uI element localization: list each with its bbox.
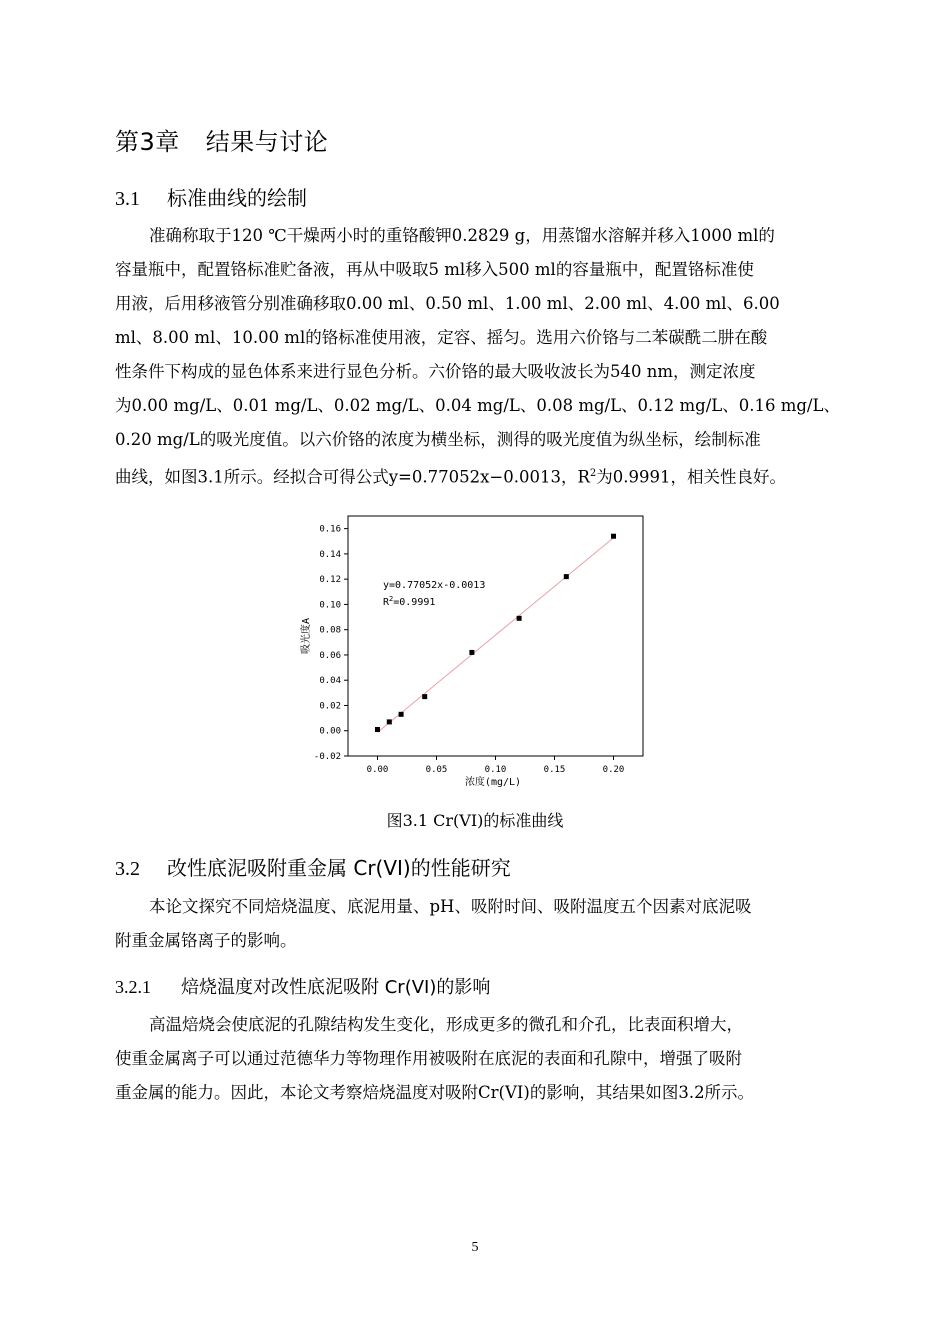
x-tick-label: 0.10 [484,765,507,775]
paragraph-roasting [115,1008,860,1110]
r2-label: $R^2=0.9991$ [383,595,436,608]
section-heading-3-2-1 [115,973,490,999]
paragraph-line: 本论文探究不同焙烧温度、底泥用量、pH、吸附时间、吸附温度五个因素对底泥吸 [149,897,752,916]
section-heading-3-2 [115,852,511,881]
paragraph-line: 性条件下构成的显色体系来进行显色分析。六价铬的最大吸收波长为540 nm，测定浓度 [115,362,756,381]
data-point [469,650,474,655]
equation-label: y=0.77052x-0.0013 [383,580,486,591]
section-number: 3.2.1 [115,977,151,997]
y-axis-label: 吸光度A [301,617,312,655]
section-title: 改性底泥吸附重金属 Cr(VI)的性能研究 [167,856,511,880]
data-point [517,616,522,621]
data-point [422,694,427,699]
paragraph-line: 0.20 mg/L的吸光度值。以六价铬的浓度为横坐标，测得的吸光度值为纵坐标，绘制标准 [115,430,761,449]
y-tick-label: 0.08 [319,625,341,636]
y-tick-label: 0.14 [319,549,341,560]
section-number: 3.1 [115,188,140,210]
data-point [399,712,404,717]
x-tick-label: 0.20 [602,765,625,775]
paragraph-line: 容量瓶中，配置铬标准贮备液，再从中吸取5 ml移入500 ml的容量瓶中，配置铬标准使 [115,260,754,279]
data-point [564,574,569,579]
section-title: 焙烧温度对改性底泥吸附 Cr(VI)的影响 [181,977,491,998]
chapter-heading [115,122,328,157]
figure-caption: 图3.1 Cr(VI)的标准曲线 [386,811,564,830]
fit-line [378,538,614,733]
x-tick-label: 0.00 [366,765,389,775]
x-tick-label: 0.05 [425,765,448,775]
paragraph-line: 用液，后用移液管分别准确移取0.00 ml、0.50 ml、1.00 ml、2.00 ml、4.00 ml、6.00 [115,294,780,313]
paragraph-standard-curve [115,219,860,491]
x-axis [367,756,625,775]
paragraph-line: 附重金属铬离子的影响。 [115,931,297,950]
chapter-number: 第3章 [115,128,180,156]
data-point [611,534,616,539]
paragraph-line: 重金属的能力。因此，本论文考察焙烧温度对吸附Cr(VI)的影响，其结果如图3.2所示。 [115,1083,755,1102]
section-heading-3-1 [115,182,307,211]
paragraph-line: 为0.00 mg/L、0.01 mg/L、0.02 mg/L、0.04 mg/L、0.08 mg/L、0.12 mg/L、0.16 mg/L、 [115,396,840,415]
chapter-title: 结果与讨论 [205,128,329,156]
paragraph-line: 曲线，如图3.1所示。经拟合可得公式y=0.77052x−0.0013，$R^2$为0.9991，相关性良好。 [115,467,787,487]
y-tick-label: 0.02 [319,701,341,712]
section-number: 3.2 [115,858,140,880]
chart-svg [295,510,655,795]
standard-curve-chart [295,510,655,795]
paragraph-line: ml、8.00 ml、10.00 ml的铬标准使用液，定容、摇匀。选用六价铬与二苯碳酰二肼在酸 [115,328,768,347]
page-number: 5 [471,1240,479,1255]
data-point [387,719,392,724]
paragraph-line: 准确称取于120 ℃干燥两小时的重铬酸钾0.2829 g，用蒸馏水溶解并移入1000 ml的 [149,226,775,245]
y-tick-label: 0.12 [319,575,341,586]
y-tick-label: 0.06 [319,650,341,661]
y-tick-label: -0.02 [313,752,341,762]
paragraph-line: 高温焙烧会使底泥的孔隙结构发生变化，形成更多的微孔和介孔，比表面积增大， [149,1015,743,1034]
y-axis [314,525,348,762]
y-tick-label: 0.16 [319,524,341,535]
y-tick-label: 0.00 [319,726,341,737]
paragraph-factors [115,890,860,958]
x-tick-label: 0.15 [543,765,566,775]
y-tick-label: 0.04 [319,676,341,687]
y-tick-label: 0.10 [319,600,341,611]
paragraph-line: 使重金属离子可以通过范德华力等物理作用被吸附在底泥的表面和孔隙中，增强了吸附 [115,1049,742,1068]
x-axis-label: 浓度(mg/L) [464,777,522,788]
data-points [375,534,616,732]
data-point [375,727,380,732]
section-title: 标准曲线的绘制 [167,186,307,210]
